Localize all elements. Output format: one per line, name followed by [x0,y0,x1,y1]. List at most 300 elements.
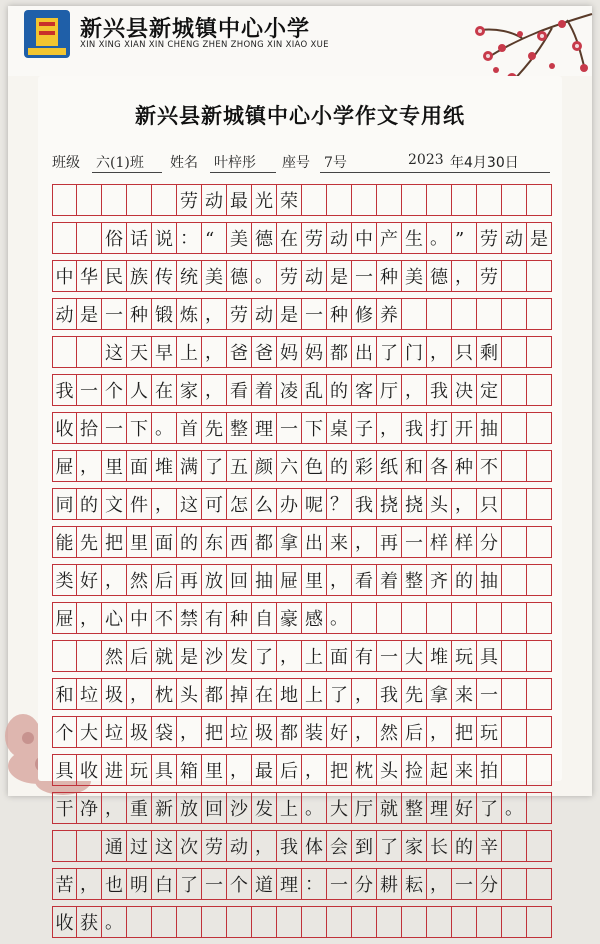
grid-cell: 了 [327,679,352,709]
grid-cell: 俗 [102,223,127,253]
grid-cell [327,185,352,215]
grid-cell: 捡 [402,755,427,785]
grid-cell: 的 [327,375,352,405]
grid-cell: 理 [252,413,277,443]
grid-cell: 动 [502,223,527,253]
essay-row [52,488,552,520]
grid-cell: 辛 [477,831,502,861]
grid-cell: 个 [227,869,252,899]
grid-cell: 我 [52,375,77,405]
grid-cell [527,185,552,215]
grid-cell: 五 [227,451,252,481]
grid-cell: 感 [302,603,327,633]
grid-cell: 最 [252,755,277,785]
grid-cell: ？ [327,489,352,519]
grid-cell: 客 [352,375,377,405]
grid-cell [377,907,402,937]
grid-cell: 豪 [277,603,302,633]
grid-cell: 头 [427,489,452,519]
grid-cell: 大 [402,641,427,671]
grid-cell: 下 [302,413,327,443]
grid-cell: 颜 [252,451,277,481]
grid-cell: ” [452,223,477,253]
grid-cell: 箱 [177,755,202,785]
grid-cell: 起 [427,755,452,785]
grid-cell: 一 [277,413,302,443]
grid-cell: 东 [202,527,227,557]
grid-cell: 在 [277,223,302,253]
grid-cell: 妈 [302,337,327,367]
grid-cell: 一 [327,869,352,899]
grid-cell: ， [452,489,477,519]
grid-cell [402,185,427,215]
essay-row [52,678,552,710]
grid-cell: 屉 [52,603,77,633]
essay-row [52,830,552,862]
grid-cell: ， [352,717,377,747]
grid-cell: 新 [152,793,177,823]
grid-cell: 了 [202,451,227,481]
grid-cell: 着 [377,565,402,595]
grid-cell: 种 [452,451,477,481]
grid-cell: 桌 [327,413,352,443]
grid-cell [477,907,502,937]
grid-cell: 心 [102,603,127,633]
grid-cell [477,603,502,633]
grid-cell: ： [177,223,202,253]
grid-cell: 放 [202,565,227,595]
grid-cell [477,185,502,215]
grid-cell: 枕 [352,755,377,785]
grid-cell: 会 [327,831,352,861]
grid-cell: 门 [402,337,427,367]
grid-cell: 后 [402,717,427,747]
grid-cell: 着 [252,375,277,405]
grid-cell: 动 [52,299,77,329]
grid-cell [527,527,552,557]
essay-grid [52,184,552,944]
grid-cell [527,679,552,709]
grid-cell [52,185,77,215]
name-value: 叶梓彤 [214,155,256,171]
seat-value: 7号 [324,155,347,171]
essay-row [52,184,552,216]
grid-cell: 劳 [227,299,252,329]
grid-cell: 一 [102,413,127,443]
grid-cell: ， [302,755,327,785]
grid-cell: 白 [152,869,177,899]
grid-cell: 抽 [477,413,502,443]
grid-cell: ， [152,489,177,519]
grid-cell [502,299,527,329]
grid-cell: 凌 [277,375,302,405]
grid-cell: ： [302,869,327,899]
grid-cell: 里 [102,451,127,481]
grid-cell: 圾 [127,717,152,747]
grid-cell: 。 [252,261,277,291]
grid-cell: 最 [227,185,252,215]
grid-cell: 来 [452,679,477,709]
grid-cell: 统 [177,261,202,291]
essay-row [52,602,552,634]
grid-cell [427,907,452,937]
grid-cell: 了 [477,793,502,823]
grid-cell: 子 [352,413,377,443]
grid-cell: 不 [477,451,502,481]
grid-cell: 放 [177,793,202,823]
grid-cell [527,755,552,785]
grid-cell: 一 [302,299,327,329]
grid-cell [77,641,102,671]
grid-cell: 一 [202,869,227,899]
grid-cell: 都 [202,679,227,709]
grid-cell: 进 [102,755,127,785]
grid-cell: 堆 [152,451,177,481]
grid-cell: 各 [427,451,452,481]
school-logo [24,10,70,58]
grid-cell [502,375,527,405]
grid-cell: “ [202,223,227,253]
grid-cell: ， [102,565,127,595]
grid-cell: 首 [177,413,202,443]
grid-cell: 六 [277,451,302,481]
grid-cell [502,603,527,633]
grid-cell: 具 [477,641,502,671]
grid-cell: 回 [202,793,227,823]
essay-row [52,868,552,900]
grid-cell: 这 [177,489,202,519]
grid-cell: 这 [152,831,177,861]
essay-row [52,450,552,482]
grid-cell: 锻 [152,299,177,329]
grid-cell: ， [427,717,452,747]
name-label: 姓名 [170,155,198,171]
grid-cell [527,717,552,747]
grid-cell: 发 [252,793,277,823]
essay-row [52,222,552,254]
grid-cell: 爸 [227,337,252,367]
grid-cell: 厅 [352,793,377,823]
grid-cell: 玩 [477,717,502,747]
grid-cell: 头 [377,755,402,785]
grid-cell: 种 [377,261,402,291]
grid-cell: 家 [402,831,427,861]
grid-cell: 在 [252,679,277,709]
grid-cell: 劳 [277,261,302,291]
grid-cell: 话 [127,223,152,253]
grid-cell: 就 [152,641,177,671]
grid-cell: 一 [352,261,377,291]
grid-cell: 明 [127,869,152,899]
student-info-line [52,148,552,174]
grid-cell: 动 [302,261,327,291]
grid-cell: 面 [152,527,177,557]
grid-cell [52,223,77,253]
grid-cell: ， [452,261,477,291]
grid-cell: 德 [227,261,252,291]
grid-cell: ， [277,641,302,671]
grid-cell: 满 [177,451,202,481]
grid-cell: 劳 [202,831,227,861]
grid-cell [177,907,202,937]
grid-cell: 都 [327,337,352,367]
writing-sheet [38,76,562,934]
grid-cell [527,375,552,405]
grid-cell: 大 [77,717,102,747]
grid-cell: 一 [452,869,477,899]
grid-cell: 同 [52,489,77,519]
grid-cell: 沙 [227,793,252,823]
grid-cell: 了 [252,641,277,671]
grid-cell: 圾 [252,717,277,747]
grid-cell: 乱 [302,375,327,405]
grid-cell: 是 [327,261,352,291]
grid-cell: 文 [102,489,127,519]
grid-cell: 把 [202,717,227,747]
grid-cell: 里 [127,527,152,557]
grid-cell [452,907,477,937]
grid-cell: 枕 [152,679,177,709]
grid-cell: 具 [152,755,177,785]
grid-cell: ， [177,717,202,747]
grid-cell [352,185,377,215]
grid-cell [527,413,552,443]
essay-row [52,412,552,444]
grid-cell [452,603,477,633]
grid-cell: 么 [252,489,277,519]
grid-cell: 。 [427,223,452,253]
grid-cell: 后 [127,641,152,671]
grid-cell: 动 [227,831,252,861]
date-month-day: 年4月30日 [450,155,519,171]
grid-cell: 后 [152,565,177,595]
grid-cell: ， [227,755,252,785]
grid-cell: 然 [377,717,402,747]
grid-cell: 上 [277,793,302,823]
grid-cell: 就 [377,793,402,823]
grid-cell: 。 [102,907,127,937]
grid-cell: 回 [227,565,252,595]
grid-cell [527,451,552,481]
grid-cell: 先 [402,679,427,709]
grid-cell: ， [202,375,227,405]
grid-cell: 理 [277,869,302,899]
grid-cell: 华 [77,261,102,291]
grid-cell [502,337,527,367]
grid-cell: 这 [102,337,127,367]
grid-cell: 抽 [477,565,502,595]
grid-cell [127,907,152,937]
grid-cell: 一 [77,375,102,405]
grid-cell: 好 [77,565,102,595]
grid-cell: 堆 [427,641,452,671]
grid-cell: 个 [52,717,77,747]
grid-cell: 决 [452,375,477,405]
grid-cell: 来 [327,527,352,557]
grid-cell: 一 [102,299,127,329]
grid-cell: 说 [152,223,177,253]
grid-cell [502,717,527,747]
grid-cell: 袋 [152,717,177,747]
grid-cell: 在 [152,375,177,405]
paper-title: 新兴县新城镇中心小学作文专用纸 [135,103,465,128]
grid-cell: 拍 [477,755,502,785]
grid-cell: 种 [227,603,252,633]
grid-cell [252,907,277,937]
grid-cell: 面 [127,451,152,481]
grid-cell [302,185,327,215]
grid-cell: ， [77,869,102,899]
grid-cell: 的 [452,831,477,861]
grid-cell: ， [77,603,102,633]
grid-cell: 的 [452,565,477,595]
grid-cell [102,185,127,215]
grid-cell: 苦 [52,869,77,899]
grid-cell: 里 [302,565,327,595]
grid-cell [502,641,527,671]
grid-cell: 上 [177,337,202,367]
grid-cell: 的 [177,527,202,557]
grid-cell: 出 [302,527,327,557]
grid-cell: 可 [202,489,227,519]
grid-cell: 色 [302,451,327,481]
grid-cell: 圾 [102,679,127,709]
grid-cell: 德 [252,223,277,253]
grid-cell: 爸 [252,337,277,367]
grid-cell: ， [352,527,377,557]
grid-cell: 了 [177,869,202,899]
grid-cell: 装 [302,717,327,747]
grid-cell: 净 [77,793,102,823]
grid-cell: 都 [252,527,277,557]
grid-cell: 民 [102,261,127,291]
grid-cell: 动 [327,223,352,253]
grid-cell: 再 [177,565,202,595]
grid-cell: 屉 [52,451,77,481]
grid-cell: 剩 [477,337,502,367]
grid-cell: ， [402,375,427,405]
class-value: 六(1)班 [96,155,144,171]
grid-cell: 不 [152,603,177,633]
grid-cell: 把 [102,527,127,557]
grid-cell [502,831,527,861]
grid-cell: 体 [302,831,327,861]
grid-cell: 出 [352,337,377,367]
grid-cell: 自 [252,603,277,633]
grid-cell [77,223,102,253]
grid-cell: 炼 [177,299,202,329]
grid-cell: 我 [427,375,452,405]
grid-cell: 收 [52,413,77,443]
grid-cell: 中 [127,603,152,633]
grid-cell: 是 [527,223,552,253]
grid-cell: 是 [177,641,202,671]
grid-cell [402,299,427,329]
grid-cell: 的 [327,451,352,481]
grid-cell: 劳 [302,223,327,253]
grid-cell: 好 [327,717,352,747]
essay-row [52,792,552,824]
grid-cell: 长 [427,831,452,861]
grid-cell: 下 [127,413,152,443]
grid-cell: 家 [177,375,202,405]
date-year: 2023 [408,152,444,168]
grid-cell: 上 [302,641,327,671]
grid-cell [527,337,552,367]
essay-row [52,906,552,938]
grid-cell [152,907,177,937]
grid-cell: 。 [302,793,327,823]
grid-cell: 种 [127,299,152,329]
grid-cell [427,603,452,633]
grid-cell: 干 [52,793,77,823]
grid-cell: 收 [52,907,77,937]
grid-cell: 看 [227,375,252,405]
grid-cell: 玩 [127,755,152,785]
grid-cell: 光 [252,185,277,215]
grid-cell: 垃 [102,717,127,747]
grid-cell: 劳 [177,185,202,215]
grid-cell: 我 [377,679,402,709]
grid-cell: ， [202,299,227,329]
grid-cell: 。 [502,793,527,823]
grid-cell: 件 [127,489,152,519]
grid-cell: 和 [52,679,77,709]
essay-row [52,564,552,596]
grid-cell: 获 [77,907,102,937]
grid-cell: 我 [352,489,377,519]
grid-cell: 耘 [402,869,427,899]
grid-cell [527,907,552,937]
grid-cell [477,299,502,329]
grid-cell: 是 [277,299,302,329]
essay-row [52,526,552,558]
grid-cell: 只 [452,337,477,367]
grid-cell: 面 [327,641,352,671]
grid-cell: 早 [152,337,177,367]
grid-cell [52,337,77,367]
grid-cell: 地 [277,679,302,709]
grid-cell: 都 [277,717,302,747]
grid-cell [502,489,527,519]
grid-cell [352,907,377,937]
grid-cell: 理 [427,793,452,823]
grid-cell [227,907,252,937]
grid-cell: ， [427,337,452,367]
grid-cell [502,869,527,899]
grid-cell: 大 [327,793,352,823]
grid-cell [502,755,527,785]
grid-cell: 齐 [427,565,452,595]
grid-cell: 我 [402,413,427,443]
grid-cell: 整 [402,793,427,823]
grid-cell [527,831,552,861]
grid-cell: 禁 [177,603,202,633]
grid-cell: 能 [52,527,77,557]
grid-cell: 怎 [227,489,252,519]
grid-cell [427,299,452,329]
grid-cell: ， [352,679,377,709]
grid-cell: 也 [102,869,127,899]
grid-cell: 的 [77,489,102,519]
school-name: 新兴县新城镇中心小学 [80,16,311,42]
grid-cell [452,185,477,215]
grid-cell: 整 [402,565,427,595]
grid-cell: 头 [177,679,202,709]
grid-cell: 垃 [77,679,102,709]
grid-cell: 次 [177,831,202,861]
grid-cell: 了 [377,831,402,861]
